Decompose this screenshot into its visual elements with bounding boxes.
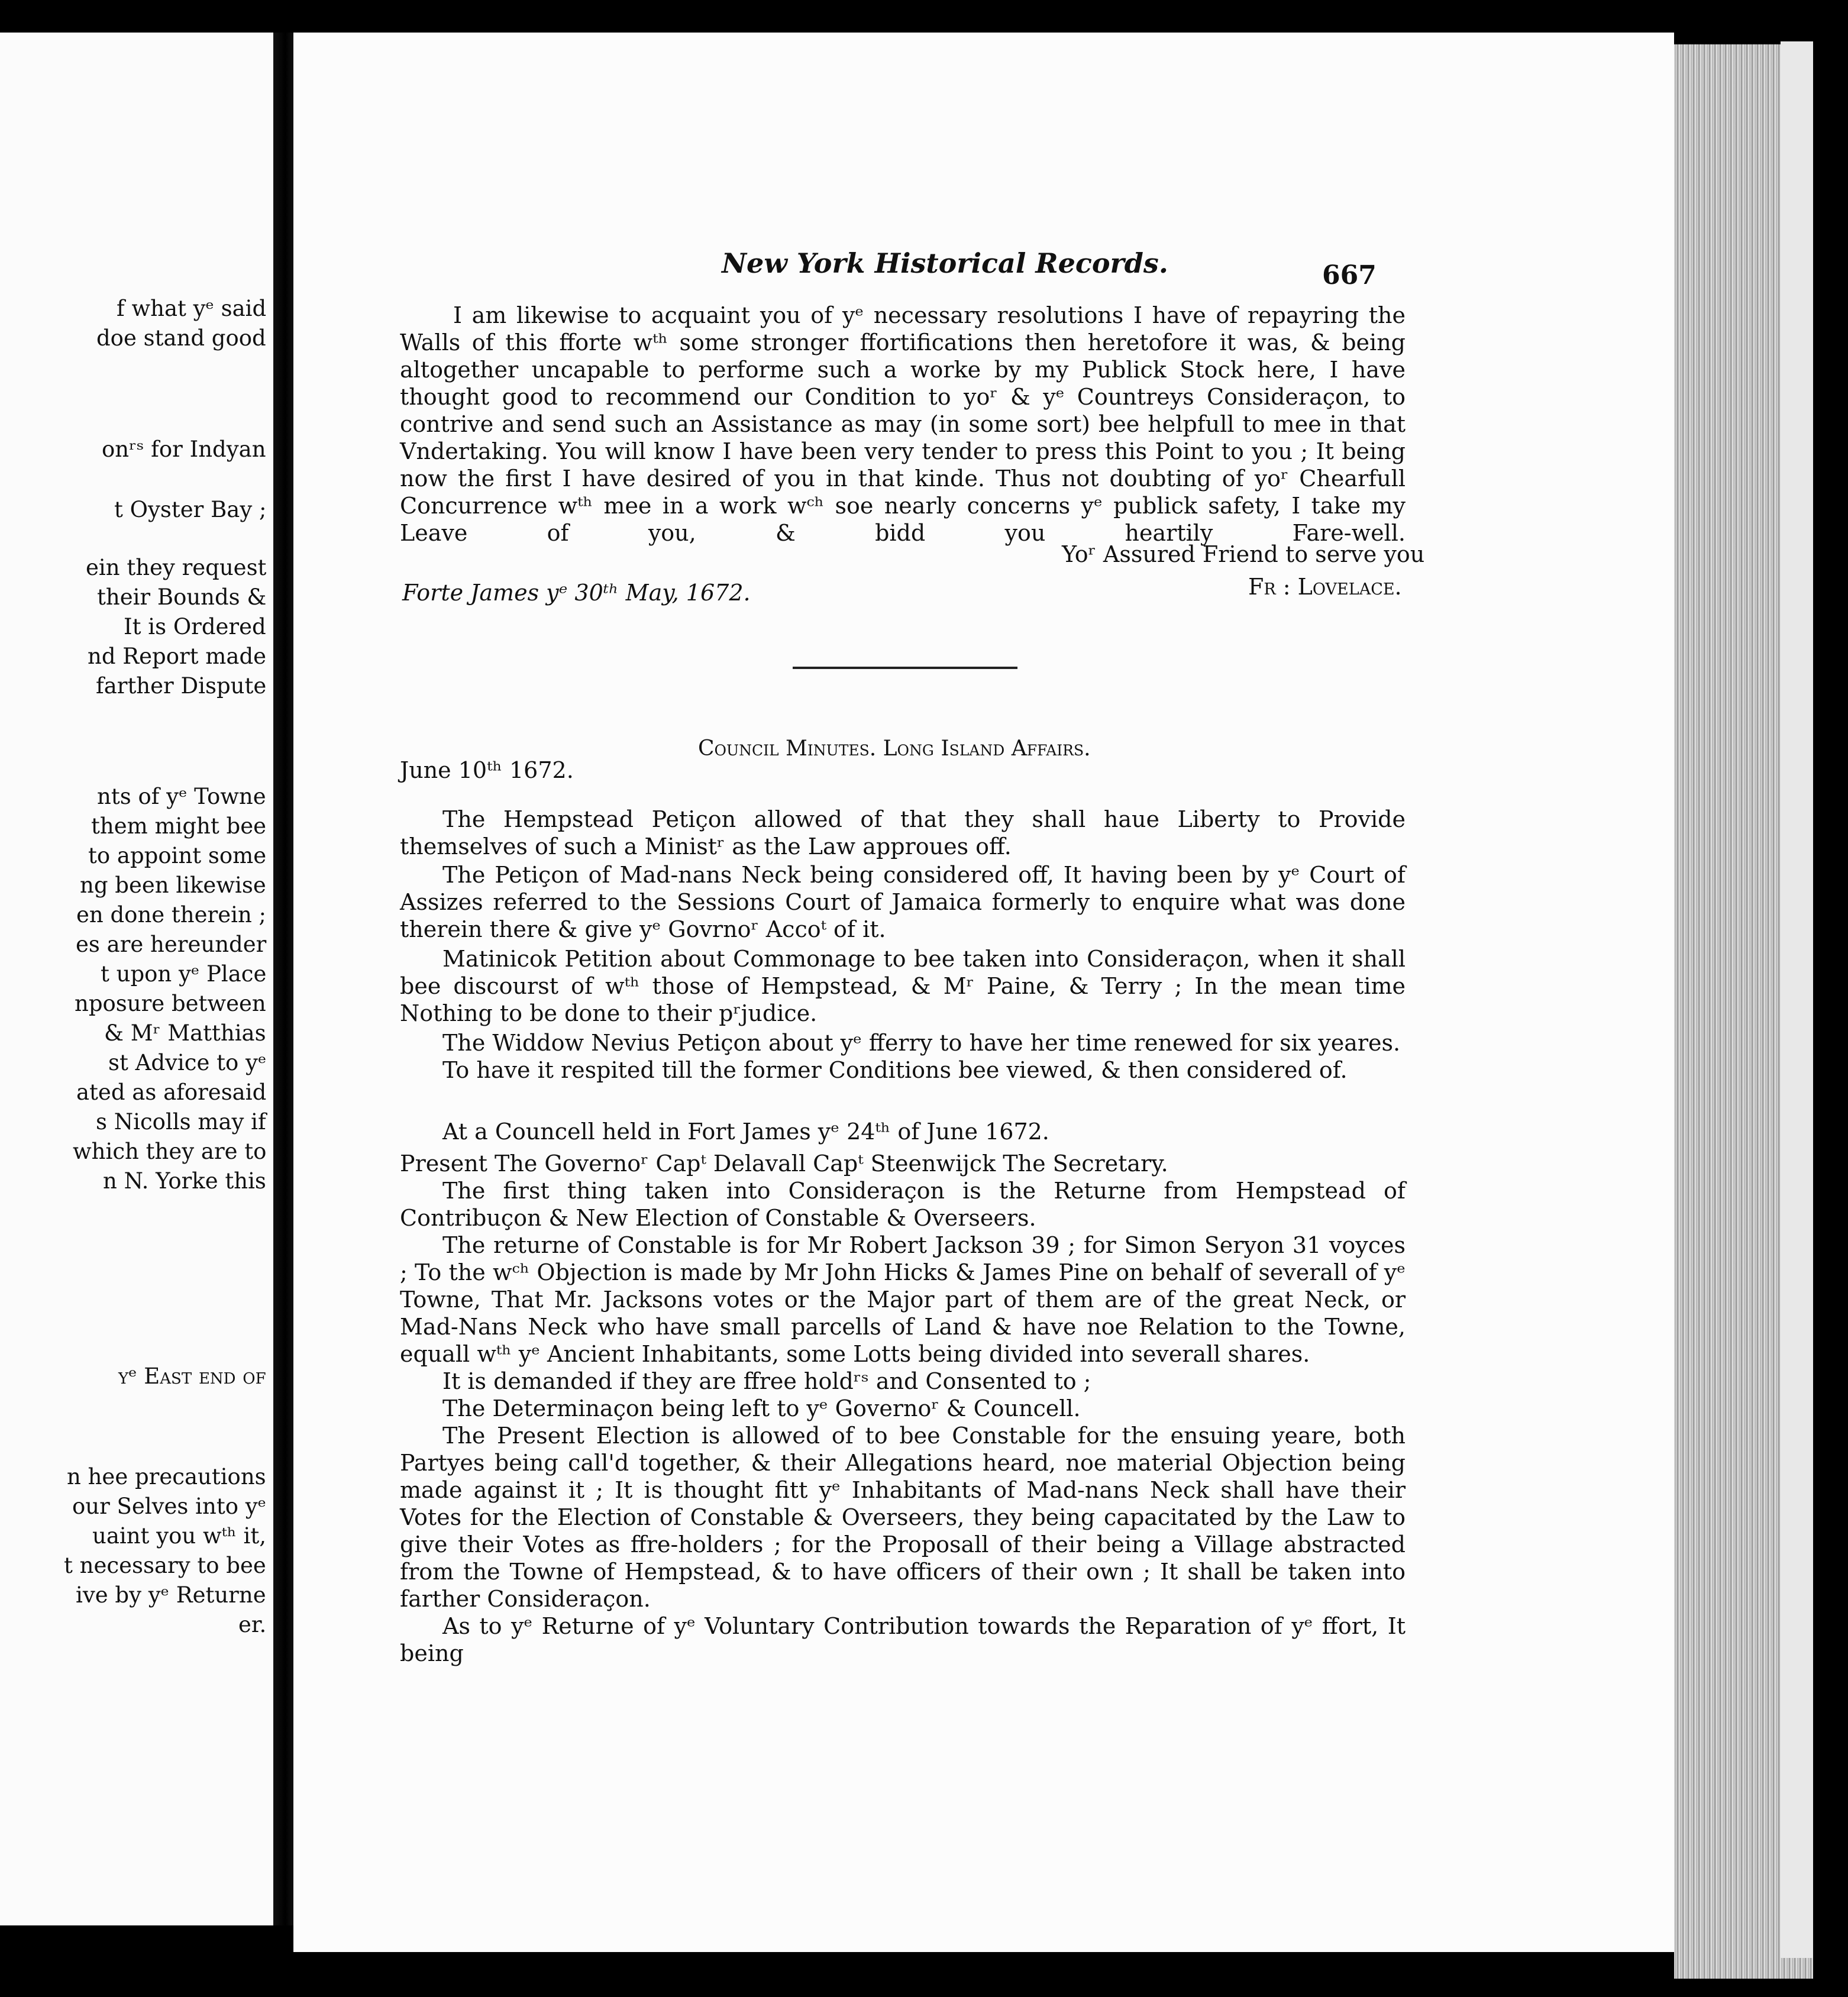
meeting-paragraph: It is demanded if they are ffree holdʳˢ and Consented to ; [442, 1368, 1091, 1394]
left-line: s Nicolls may if [96, 1109, 266, 1135]
left-line: nposure between [75, 991, 266, 1016]
section-divider [793, 667, 1017, 669]
meeting-paragraph: As to yᵉ Returne of yᵉ Voluntary Contribution towards the Reparation of yᵉ ffort, It being [400, 1613, 1406, 1666]
left-line: es are hereunder [76, 932, 267, 957]
left-line: them might bee [91, 813, 266, 839]
minutes-date: June 10ᵗʰ 1672. [400, 757, 574, 783]
left-line: t upon yᵉ Place [101, 961, 267, 987]
left-line: doe stand good [96, 325, 266, 351]
page-number: 667 [1322, 260, 1377, 290]
left-line: n hee precautions [67, 1464, 266, 1489]
minutes-paragraph: Matinicok Petition about Commonage to bee taken into Consideraçon, when it shall bee discourst of wᵗʰ those of Hempstead, & Mʳ Paine, & Terry ; In the mean time Nothing to be done to their pʳjudice. [400, 946, 1406, 1026]
section-heading: Council Minutes. Long Island Affairs. [698, 736, 1091, 761]
meeting-paragraph: The Present Election is allowed of to bee Constable for the ensuing yeare, both Partyes being call'd together, & their Allegations heard, noe material Objection being made against it ; It is thought fitt yᵉ Inhabitants of Mad-nans Neck shall have their Votes for the Election of Constable & Overseers, they being capacitated by the Law to give their Votes as ffre-holders ; for the Proposall of their being a Village abstracted from the Towne of Hempstead, & to have officers of their own ; It shall be taken into farther Consideraçon. [400, 1423, 1406, 1612]
left-line: ng been likewise [80, 873, 266, 898]
left-line: nts of yᵉ Towne [97, 784, 266, 809]
left-line: ated as aforesaid [76, 1080, 267, 1105]
left-line: farther Dispute [96, 673, 267, 699]
left-line: er. [238, 1612, 267, 1637]
running-head: New York Historical Records. [722, 247, 1168, 279]
meeting-paragraph: The Determinaçon being left to yᵉ Governoʳ & Councell. [442, 1395, 1081, 1421]
letter-place-date: Forte James yᵉ 30ᵗʰ May, 1672. [402, 580, 751, 606]
meeting-present: Present The Governoʳ Capᵗ Delavall Capᵗ Steenwijck The Secretary. [400, 1151, 1168, 1177]
page-edge-outer [1781, 41, 1813, 1958]
left-line: nd Report made [88, 644, 267, 669]
meeting-paragraph: The first thing taken into Consideraçon is the Returne from Hempstead of Contribuçon & New Election of Constable & Overseers. [400, 1178, 1406, 1231]
letter-signature: Fr : Lovelace. [1248, 574, 1402, 600]
left-line: which they are to [73, 1139, 267, 1164]
left-line: & Mʳ Matthias [104, 1020, 266, 1046]
minutes-paragraph: To have it respited till the former Conditions bee viewed, & then considered of. [442, 1057, 1348, 1083]
left-line: their Bounds & [97, 584, 267, 610]
left-line: n N. Yorke this [103, 1168, 266, 1194]
left-line: to appoint some [88, 843, 267, 868]
left-line: onʳˢ for Indyan [102, 437, 266, 462]
left-line: ive by yᵉ Returne [76, 1582, 266, 1608]
meeting-paragraph: The returne of Constable is for Mr Robert Jackson 39 ; for Simon Seryon 31 voyces ; To the wᶜʰ Objection is made by Mr John Hicks & James Pine on behalf of severall of yᵉ Towne, That Mr. Jacksons votes or the Major part of them are of the great Neck, or Mad-Nans Neck who have small parcells of Land & have noe Relation to the Towne, equall wᵗʰ yᵉ Ancient Inhabitants, some Lotts being divided into severall shares. [400, 1232, 1406, 1367]
minutes-paragraph: The Widdow Nevius Petiçon about yᵉ fferry to have her time renewed for six yeares. [442, 1030, 1401, 1056]
left-line: t Oyster Bay ; [114, 497, 267, 522]
meeting-opening: At a Councell held in Fort James yᵉ 24ᵗʰ of June 1672. [442, 1119, 1049, 1145]
left-line: ein they request [86, 555, 267, 580]
left-line: It is Ordered [124, 614, 266, 639]
council-meeting [400, 1118, 1406, 1667]
left-line: f what yᵉ said [117, 296, 267, 321]
left-line: uaint you wᵗʰ it, [92, 1523, 266, 1549]
left-line: our Selves into yᵉ [72, 1494, 266, 1519]
left-line: st Advice to yᵉ [108, 1050, 267, 1075]
book-gutter [273, 33, 293, 1925]
letter-closing: Yoʳ Assured Friend to serve you [1062, 541, 1425, 567]
left-line: en done therein ; [76, 902, 267, 928]
left-line: yᵉ East end of [118, 1363, 266, 1389]
council-minutes [400, 806, 1406, 1084]
minutes-paragraph: The Petiçon of Mad-nans Neck being considered off, It having been by yᵉ Court of Assizes referred to the Sessions Court of Jamaica formerly to enquire what was done therein there & give yᵉ Govrnoʳ Accoᵗ of it. [400, 862, 1406, 942]
left-line: t necessary to bee [64, 1553, 266, 1578]
minutes-paragraph: The Hempstead Petiçon allowed of that they shall haue Liberty to Provide themselves of such a Ministʳ as the Law approues off. [400, 806, 1406, 859]
letter-paragraph: I am likewise to acquaint you of yᵉ necessary resolutions I have of repayring the Walls of this fforte wᵗʰ some stronger ffortifications then heretofore it was, & being altogether uncapable to performe such a worke by my Publick Stock here, I have thought good to recommend our Condition to yoʳ & yᵉ Countreys Consideraçon, to contrive and send such an Assistance as may (in some sort) bee helpfull to mee in that Vndertaking. You will know I have been very tender to press this Point to you ; It being now the first I have desired of you in that kinde. Thus not doubting of yoʳ Chearfull Concurrence wᵗʰ mee in a work wᶜʰ soe nearly concerns yᵉ publick safety, I take my Leave of you, & bidd you heartily Fare-well. [400, 302, 1406, 546]
